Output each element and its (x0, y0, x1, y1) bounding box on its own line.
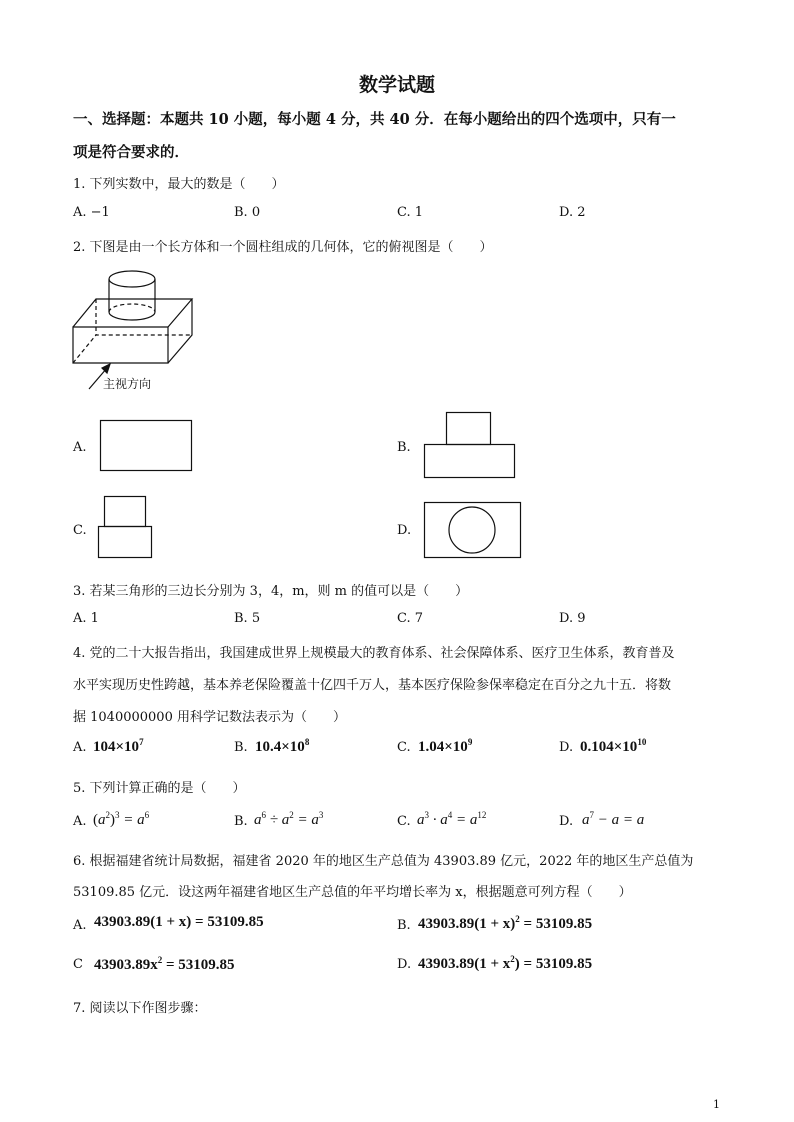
q3-option-b: B. 5 (234, 611, 261, 626)
view-direction-label: 主视方向 (103, 377, 152, 391)
q5-option-b-label: B. (234, 814, 248, 829)
q6-option-b-expr: $43903.89(1 + x)^2 = 53109.85$ (418, 914, 593, 932)
q1-option-b: B. 0 (234, 205, 261, 220)
q5-option-c-expr: $a^3 \cdot a^4 = a^{12}$ (417, 810, 487, 828)
question-6-line-2: 53109.85 亿元．设这两年福建省地区生产总值的年平均增长率为 x，根据题意可列方程（ ） (73, 885, 632, 900)
q1-option-a: A. −1 (73, 205, 110, 220)
q5-option-c-label: C. (397, 814, 411, 829)
section-heading-line-2: 项是符合要求的． (73, 144, 189, 161)
q6-option-c-label: C (73, 957, 83, 972)
section-heading-line-1: 一、选择题：本题共 10 小题，每小题 4 分，共 40 分．在每小题给出的四个选项中，只有一 (73, 111, 676, 128)
question-2-stem: 2. 下图是由一个长方体和一个圆柱组成的几何体，它的俯视图是（ ） (73, 240, 493, 255)
question-4-line-3: 据 1040000000 用科学记数法表示为（ ） (73, 710, 346, 725)
q2-option-b-figure (424, 412, 517, 480)
q2-option-c-label: C. (73, 523, 87, 538)
q6-option-b-label: B. (397, 918, 411, 933)
q5-option-a-expr: $(a^2)^3 = a^6$ (93, 810, 150, 828)
q5-option-a-label: A. (73, 814, 87, 829)
question-5-stem: 5. 下列计算正确的是（ ） (73, 781, 246, 796)
q3-option-a: A. 1 (73, 611, 99, 626)
q4-option-b-label: B. (234, 740, 248, 755)
q2-option-a-label: A. (73, 440, 87, 455)
q2-option-d-label: D. (397, 523, 412, 538)
page-number: 1 (713, 1098, 720, 1111)
q5-option-d-expr: $a^7 - a = a$ (582, 810, 645, 828)
q6-option-a-expr: 43903.89(1 + x) = 53109.85 (94, 914, 264, 930)
q4-option-a-value: $104\times 10^7$ (93, 737, 144, 755)
q4-option-a-label: A. (73, 740, 87, 755)
q6-option-a-label: A. (73, 918, 87, 933)
q2-option-c-figure (98, 496, 154, 560)
question-4-line-1: 4. 党的二十大报告指出，我国建成世界上规模最大的教育体系、社会保障体系、医疗卫生体系，教育普及 (73, 646, 675, 661)
q5-option-b-expr: $a^6 \div a^2 = a^3$ (254, 810, 324, 828)
q4-option-c-value: $1.04\times 10^9$ (418, 737, 473, 755)
q4-option-b-value: $10.4\times 10^8$ (255, 737, 310, 755)
question-1-stem: 1. 下列实数中，最大的数是（ ） (73, 177, 285, 192)
question-3-stem: 3. 若某三角形的三边长分别为 3，4，m，则 m 的值可以是（ ） (73, 584, 469, 599)
page-title: 数学试题 (358, 74, 435, 96)
q4-option-d-label: D. (559, 740, 574, 755)
q6-option-c-expr: $43903.89x^2 = 53109.85$ (94, 955, 235, 973)
q2-option-a-figure (100, 420, 193, 472)
q1-option-c: C. 1 (397, 205, 424, 220)
q6-option-d-expr: $43903.89(1 + x^2) = 53109.85$ (418, 954, 593, 972)
q5-option-d-label: D. (559, 814, 574, 829)
question-6-line-1: 6. 根据福建省统计局数据，福建省 2020 年的地区生产总值为 43903.89 亿元，2022 年的地区生产总值为 (73, 854, 694, 869)
q3-option-c: C. 7 (397, 611, 424, 626)
q4-option-d-value: $0.104\times 10^{10}$ (580, 737, 647, 755)
q1-option-d: D. 2 (559, 205, 586, 220)
question-7-stem: 7. 阅读以下作图步骤： (73, 1001, 207, 1016)
q2-option-b-label: B. (397, 440, 411, 455)
q2-option-d-figure (424, 502, 522, 559)
q4-option-c-label: C. (397, 740, 411, 755)
q3-option-d: D. 9 (559, 611, 586, 626)
q6-option-d-label: D. (397, 957, 412, 972)
question-4-line-2: 水平实现历史性跨越，基本养老保险覆盖十亿四千万人，基本医疗保险参保率稳定在百分之九十五．将数 (73, 678, 672, 693)
